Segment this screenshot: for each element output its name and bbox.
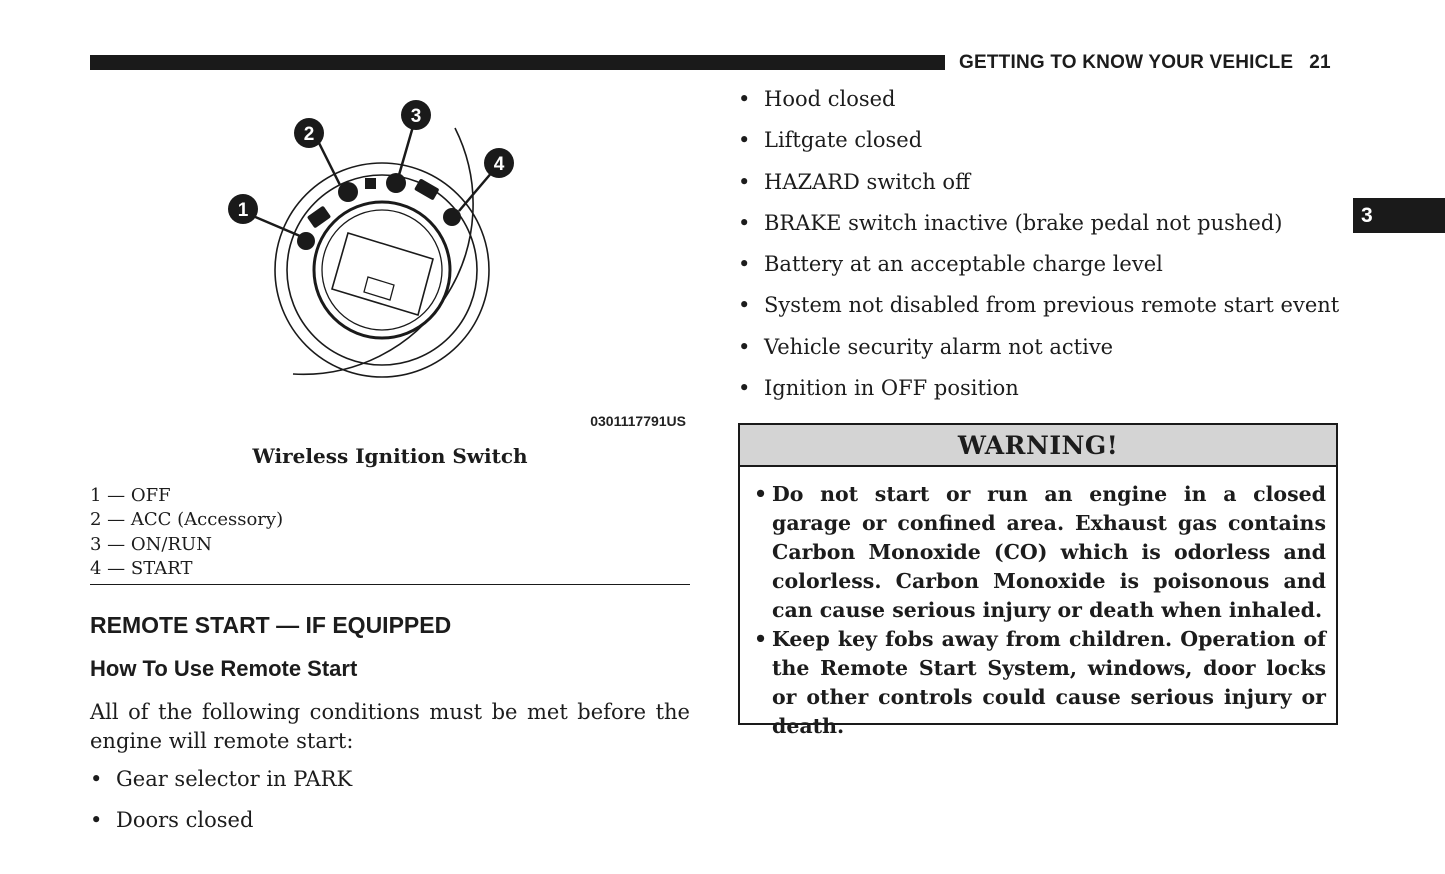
page-number: 21 — [1309, 52, 1331, 73]
svg-text:3: 3 — [410, 106, 422, 127]
warning-title: WARNING! — [740, 425, 1336, 467]
intro-paragraph: All of the following conditions must be met before the engine will remote start: — [90, 700, 690, 753]
figure-caption: Wireless Ignition Switch — [252, 444, 528, 468]
legend-item: 1 — OFF — [90, 485, 171, 506]
legend-item: 2 — ACC (Accessory) — [90, 509, 284, 531]
warning-box — [738, 423, 1338, 738]
svg-text:1: 1 — [237, 200, 249, 221]
svg-text:4: 4 — [493, 154, 505, 175]
condition-item: • System not disabled from previous remote start event — [738, 285, 1339, 326]
section-subheading: How To Use Remote Start — [90, 656, 358, 681]
figure-legend — [90, 484, 283, 581]
condition-item: • Vehicle security alarm not active — [738, 327, 1339, 368]
section-title: GETTING TO KNOW YOUR VEHICLE — [959, 52, 1294, 73]
section-divider — [90, 584, 690, 585]
condition-item: • Gear selector in PARK — [90, 759, 352, 800]
callout-2 — [294, 118, 324, 148]
section-heading: REMOTE START — IF EQUIPPED — [90, 612, 452, 638]
legend-item: 4 — START — [90, 557, 193, 579]
warning-item: • Do not start or run an engine in a closed garage or confined area. Exhaust gas contains Carbon Monoxide (CO) which is odorless and colorless. Carbon Monoxide is poisonous and can cause serious injury or death when inhaled. — [754, 480, 1326, 625]
condition-item: • Hood closed — [738, 79, 1339, 120]
conditions-list-left — [90, 759, 352, 842]
callout-1 — [228, 194, 258, 224]
condition-item: • BRAKE switch inactive (brake pedal not pushed) — [738, 203, 1339, 244]
warning-item: • Keep key fobs away from children. Operation of the Remote Start System, windows, door locks or other controls could cause serious injury or death. — [754, 625, 1326, 741]
callout-3 — [401, 100, 431, 130]
condition-item: • Battery at an acceptable charge level — [738, 244, 1339, 285]
conditions-list-right — [738, 79, 1339, 409]
running-header — [959, 52, 1331, 74]
svg-text:2: 2 — [303, 124, 315, 145]
ignition-switch-illustration — [90, 85, 690, 435]
figure-code: 0301117791US — [590, 413, 686, 429]
legend-item: 3 — ON/RUN — [90, 533, 212, 555]
condition-item: • Liftgate closed — [738, 120, 1339, 161]
header-rule — [90, 55, 945, 70]
condition-item: • Ignition in OFF position — [738, 368, 1339, 409]
condition-item: • HAZARD switch off — [738, 162, 1339, 203]
callout-4 — [484, 148, 514, 178]
chapter-tab: 3 — [1353, 198, 1445, 233]
condition-item: • Doors closed — [90, 800, 352, 841]
warning-list — [740, 467, 1336, 741]
ignition-switch-figure — [90, 85, 690, 435]
